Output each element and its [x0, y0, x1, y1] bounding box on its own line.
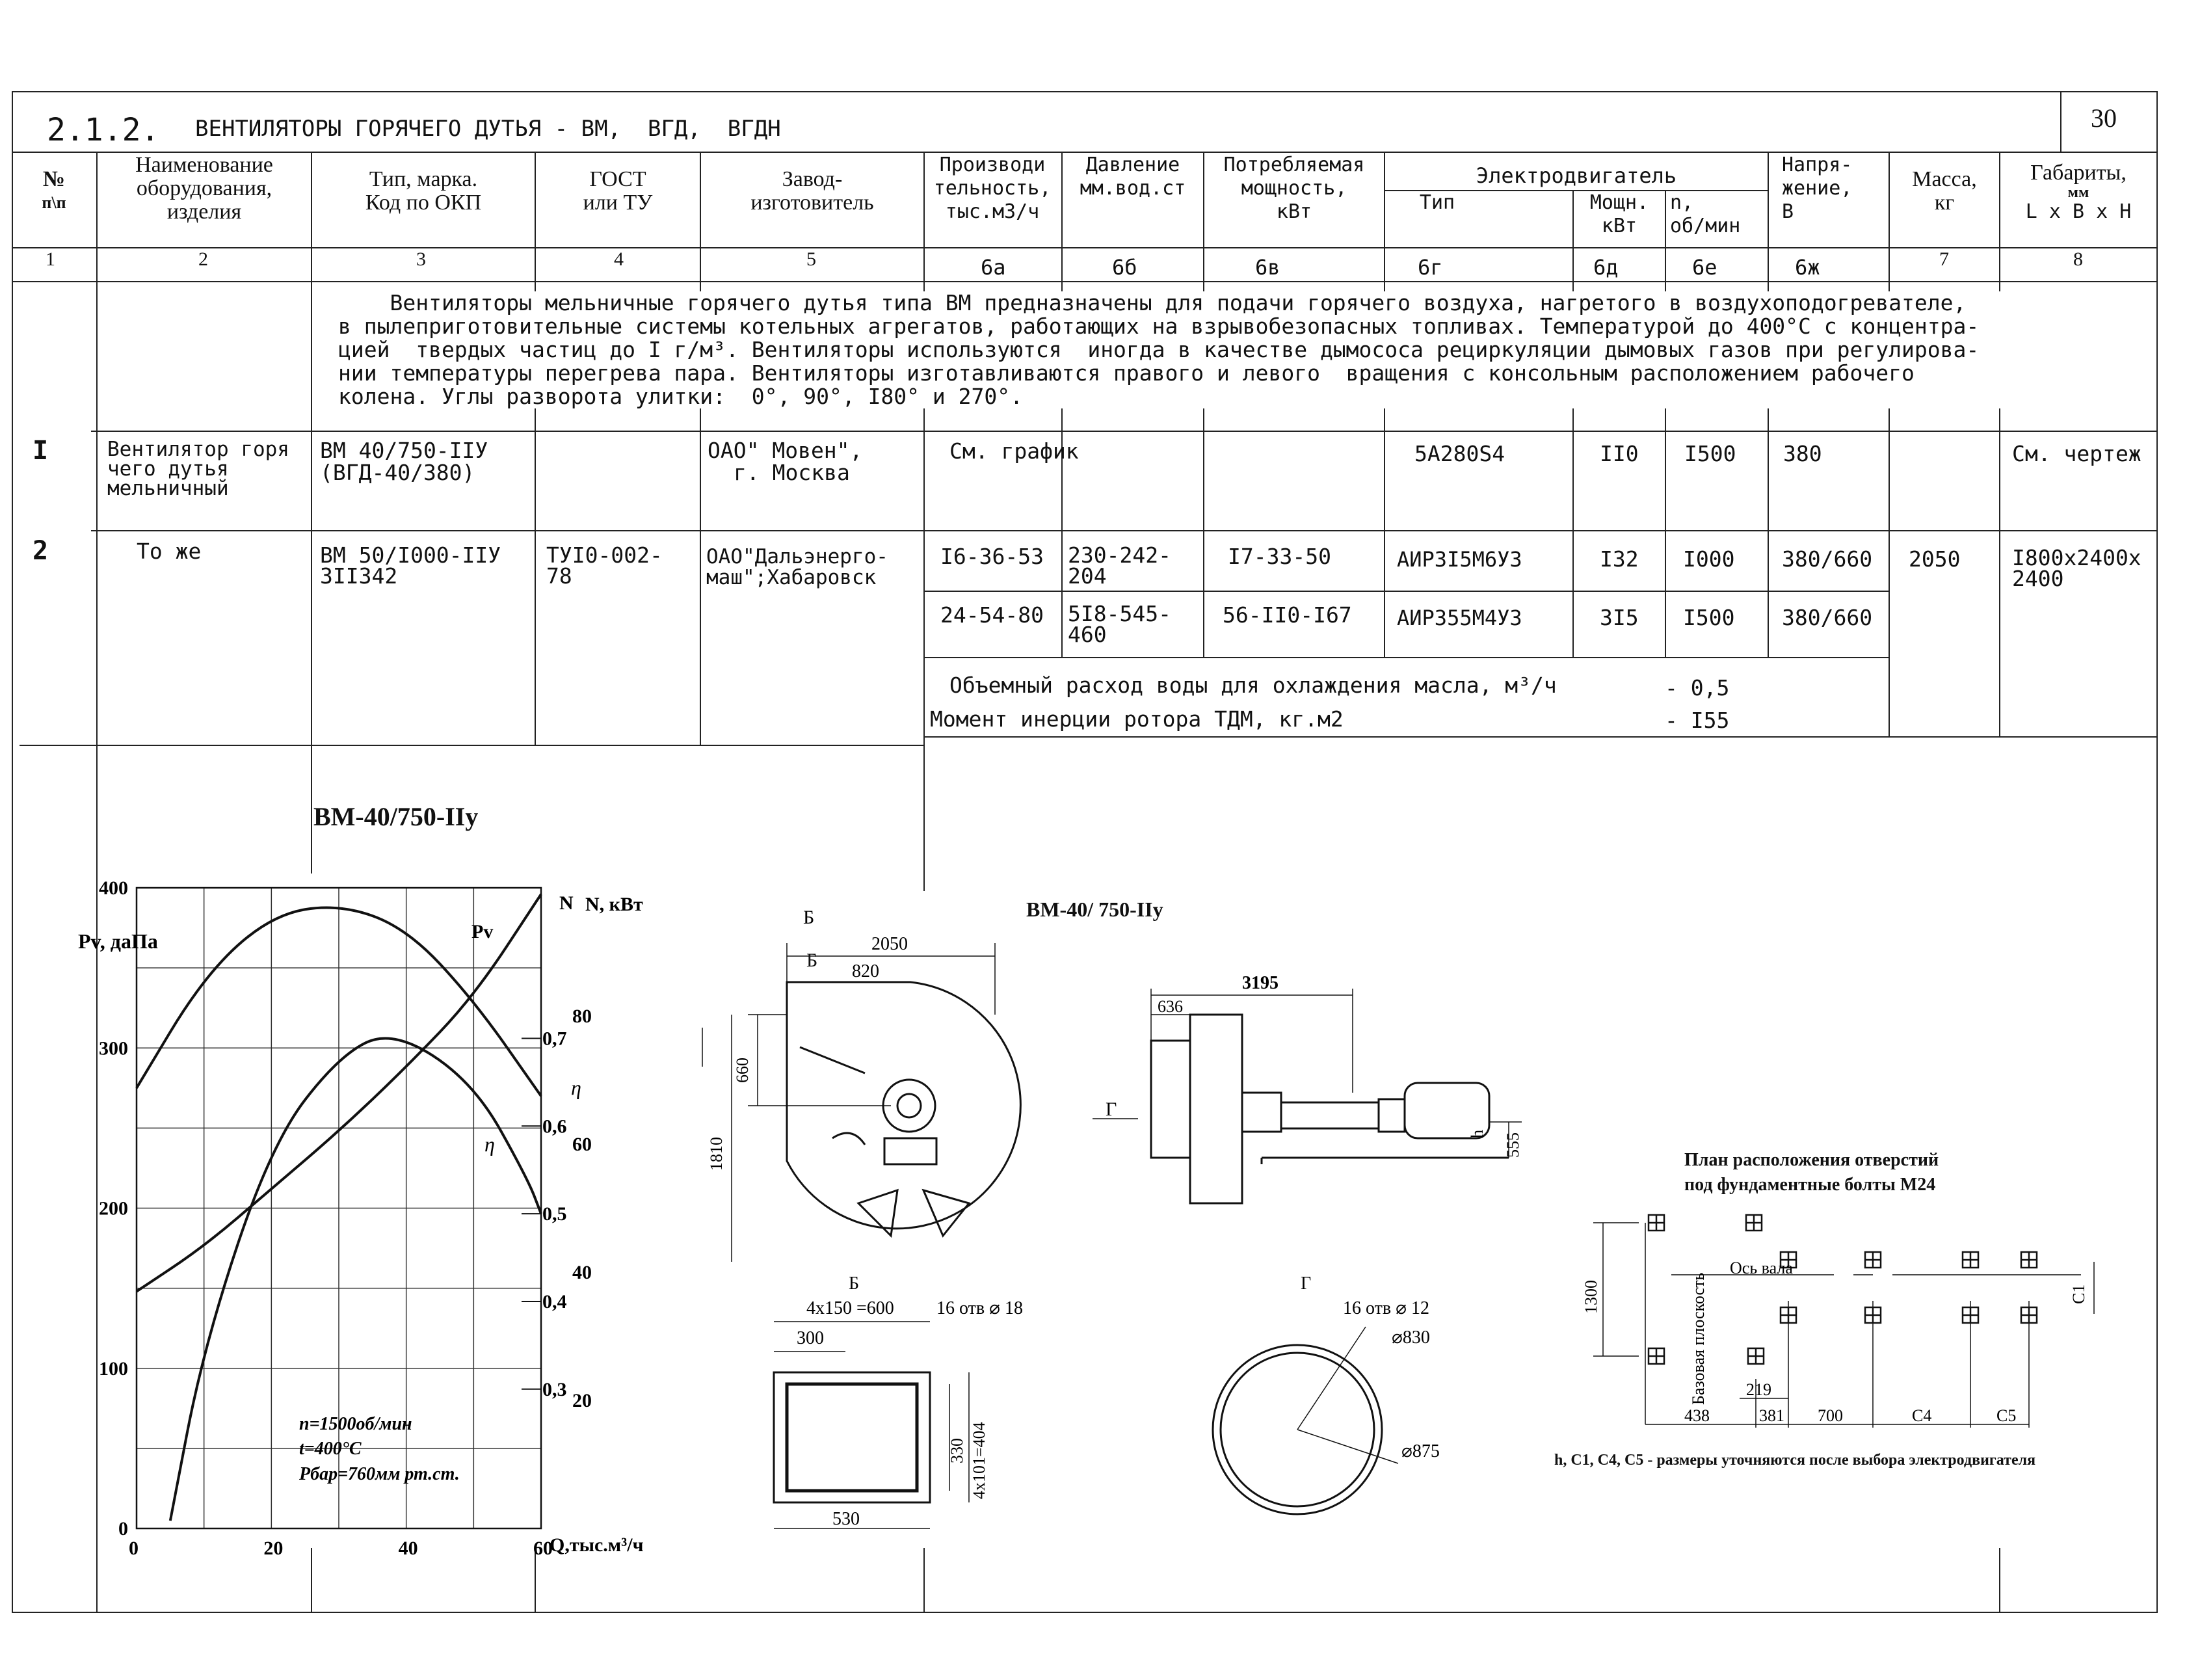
- hdr-power: Потребляемая мощность, кВт: [1223, 153, 1365, 223]
- header-top-line-2: [2060, 152, 2158, 153]
- hdr-dims: Габариты, мм L х В х Н: [2025, 161, 2132, 223]
- y-right-n-tick-20: 20: [572, 1390, 592, 1411]
- row1-perf: См. график: [949, 438, 1079, 464]
- annotation-pressure: Pбар=760мм рт.ст.: [299, 1464, 460, 1484]
- note-inertia-value: - I55: [1665, 708, 1730, 733]
- colnum-6f: 6е: [1692, 255, 1717, 280]
- dim-820: 820: [852, 961, 879, 981]
- label-eta: η: [484, 1132, 495, 1156]
- colnum-bottom-line: [12, 281, 2158, 282]
- page-box-line: [2060, 91, 2061, 153]
- view-b-marker: Б: [806, 950, 818, 971]
- hdr-motor: Электродвигатель: [1476, 163, 1677, 188]
- desc-line-2: в пылеприготовительные системы котельных агрегатов, работающих на взрывобезопасных топливах. Температурой до 400°С с концентра-: [338, 313, 1980, 339]
- colnum-1: 1: [46, 248, 55, 270]
- col-line-5b: [923, 1548, 925, 1612]
- desc-line-1: Вентиляторы мельничные горячего дутья типа ВМ предназначены для подачи горячего воздуха, нагретого в воздухоподогревателе,: [338, 290, 1967, 315]
- col-line-6e: [1665, 190, 1666, 657]
- desc-line-3: цией твердых частиц до I г/м³. Вентиляторы используются иногда в качестве дымососа рециркуляции дымовых газов при регулирова-: [338, 337, 1980, 362]
- row1-motor-power: II0: [1600, 441, 1639, 466]
- row2a-power: I7-33-50: [1228, 544, 1331, 569]
- plan-title: План расположения отверстий под фундаментные болты М24: [1684, 1150, 1939, 1195]
- colnum-6d: 6г: [1418, 255, 1443, 280]
- row1-rpm: I500: [1684, 441, 1736, 466]
- performance-chart: [65, 872, 689, 1561]
- row2b-motor-type: АИР355М4У3: [1397, 606, 1522, 630]
- frame-bottom: [12, 1612, 2158, 1613]
- hdr-voltage: Напря- жение, В: [1782, 153, 1853, 223]
- frame-left: [12, 91, 13, 1613]
- flange-b-dim-530: 530: [832, 1509, 860, 1529]
- flange-g-title: Г: [1301, 1273, 1312, 1294]
- hdr-motor-rpm: n, об/мин: [1670, 191, 1741, 237]
- description: [338, 291, 2153, 408]
- flange-g-holes: 16 отв ⌀ 12: [1343, 1298, 1429, 1318]
- hdr-motor-power: Мощн. кВт: [1589, 191, 1649, 237]
- row2-sub-line: [923, 591, 1889, 592]
- dim-1810: 1810: [707, 1137, 726, 1171]
- fan-side-drawing: [1093, 963, 1522, 1262]
- frame-top: [12, 91, 2158, 92]
- desc-line-4: нии температуры перегрева пара. Вентиляторы изготавливаются правого и левого вращения с консольным расположением рабочего: [338, 360, 1915, 386]
- x-tick-0: 0: [129, 1538, 139, 1559]
- hdr-motor-type: Тип: [1419, 191, 1455, 214]
- y-right-eta-tick-0,6: 0,6: [542, 1115, 567, 1138]
- row1-type: ВМ 40/750-IIУ (ВГД-40/380): [320, 438, 488, 485]
- row2a-cap: I6-36-53: [940, 544, 1044, 569]
- y-left-tick-200: 200: [99, 1197, 128, 1220]
- flange-g-dia875: ⌀875: [1401, 1441, 1440, 1461]
- y-right-eta-tick-0,5: 0,5: [542, 1203, 567, 1225]
- x-tick-20: 20: [263, 1538, 284, 1559]
- header-top-line: [12, 152, 2060, 153]
- drawing-caption: ВМ-40/ 750-IIу: [1026, 898, 1163, 921]
- plan-1300: 1300: [1582, 1280, 1600, 1314]
- col-line-8b: [1999, 1548, 2000, 1612]
- hdr-num: № п\п: [42, 167, 66, 212]
- label-n: N: [559, 892, 574, 914]
- flange-b-holes: 16 отв ⌀ 18: [936, 1298, 1023, 1318]
- row1-maker: ОАО" Мовен", г. Москва: [708, 438, 863, 485]
- row1-motor-type: 5А280S4: [1414, 441, 1505, 466]
- dim-3195: 3195: [1242, 973, 1279, 993]
- y-right-eta-tick-0,3: 0,3: [542, 1378, 567, 1400]
- flange-b-dim-404: 4x101=404: [970, 1422, 988, 1499]
- fan-front-drawing: [702, 907, 1080, 1255]
- hdr-pressure: Давление мм.вод.ст: [1080, 153, 1186, 200]
- flange-g-drawing: [1184, 1268, 1509, 1541]
- annotation-rpm: n=1500об/мин: [299, 1414, 412, 1434]
- plan-base: Базовая плоскость: [1689, 1272, 1708, 1405]
- col-line-2: [311, 152, 312, 873]
- colnum-3: 3: [416, 248, 426, 270]
- row2-num: 2: [33, 536, 49, 566]
- flange-b-dim-300: 300: [797, 1328, 824, 1348]
- chart-annotations: [298, 1414, 460, 1484]
- row1-voltage: 380: [1783, 441, 1822, 466]
- row2b-press: 5I8-545- 460: [1068, 601, 1171, 647]
- row1-dims: См. чертеж: [2012, 441, 2141, 466]
- plan-axis: Ось вала: [1730, 1259, 1793, 1277]
- ylabel-right: N, кВт: [585, 894, 643, 915]
- label-b-arrow: Б: [803, 907, 815, 928]
- page-number: 30: [2091, 103, 2117, 133]
- y-right-eta-tick-0,7: 0,7: [542, 1028, 567, 1050]
- flange-b-dim-600: 4x150 =600: [806, 1298, 894, 1318]
- colnum-5: 5: [806, 248, 816, 270]
- col-line-7: [1889, 152, 1890, 737]
- note-inertia-label: Момент инерции ротора ТДМ, кг.м2: [930, 706, 1344, 732]
- y-left-tick-100: 100: [99, 1357, 128, 1380]
- annotation-temp: t=400°С: [299, 1439, 362, 1459]
- col-line-8: [1999, 152, 2000, 737]
- colnum-6e: 6д: [1593, 255, 1619, 280]
- plan-c1: C1: [2069, 1284, 2088, 1304]
- plan-c5: C5: [1996, 1406, 2017, 1425]
- colnum-6b: 6б: [1112, 255, 1137, 280]
- row2a-voltage: 380/660: [1782, 546, 1873, 572]
- plan-438: 438: [1684, 1406, 1710, 1425]
- label-g-arrow: Г: [1106, 1099, 1117, 1120]
- row2a-press: 230-242- 204: [1068, 542, 1171, 589]
- row2-type: ВМ 50/I000-IIУ 3II342: [320, 542, 501, 589]
- row2b-cap: 24-54-80: [940, 602, 1044, 628]
- colnum-2: 2: [198, 248, 208, 270]
- section-number: 2.1.2.: [47, 112, 160, 148]
- note-water-value: - 0,5: [1665, 675, 1730, 700]
- hdr-name: Наименование оборудования, изделия: [135, 153, 273, 224]
- col-line-5: [923, 152, 925, 891]
- hdr-capacity: Производи тельность, тыс.м3/ч: [933, 153, 1052, 223]
- desc-line-5: колена. Углы разворота улитки: 0°, 90°, I80° и 270°.: [338, 384, 1023, 409]
- row2a-rpm: I000: [1683, 546, 1735, 572]
- colnum-8: 8: [2073, 248, 2083, 270]
- hdr-type: Тип, марка. Код по ОКП: [365, 167, 482, 215]
- row2b-voltage: 380/660: [1782, 605, 1873, 630]
- x-tick-60: 60: [533, 1538, 553, 1559]
- plan-381: 381: [1759, 1406, 1784, 1425]
- figure-caption: ВМ-40/750-IIу: [313, 802, 479, 831]
- col-line-6d: [1572, 190, 1574, 657]
- dim-660: 660: [733, 1058, 752, 1083]
- x-tick-40: 40: [398, 1538, 418, 1559]
- dim-h: h: [1468, 1130, 1487, 1138]
- foundation-plan: [1574, 1197, 2107, 1444]
- row2b-rpm: I500: [1683, 605, 1735, 630]
- plan-c4: C4: [1912, 1406, 1932, 1425]
- row2-mass: 2050: [1909, 546, 1961, 572]
- y-right-eta-tick-0,4: 0,4: [542, 1290, 567, 1313]
- dim-555: 555: [1504, 1132, 1522, 1158]
- row1-name: Вентилятор горя чего дутья мельничный: [107, 438, 289, 500]
- col-line-4: [700, 152, 701, 745]
- y-right-n-tick-80: 80: [572, 1006, 592, 1027]
- flange-b-dim-330: 330: [948, 1438, 966, 1463]
- y-right-n-tick-60: 60: [572, 1134, 592, 1155]
- row2b-motor-power: 3I5: [1600, 605, 1639, 630]
- flange-b-drawing: [761, 1268, 1073, 1541]
- notes-bottom-line: [923, 736, 2156, 738]
- plan-note: h, C1, C4, C5 - размеры уточняются после выбора электродвигателя: [1554, 1452, 2036, 1469]
- desc-bottom-line: [91, 431, 2156, 432]
- row2-dims: I800x2400x 2400: [2012, 545, 2141, 591]
- y-left-tick-400: 400: [99, 877, 128, 899]
- label-eta-2: η: [571, 1076, 581, 1099]
- ylabel-left: Pv, даПа: [78, 929, 158, 953]
- note-water-label: Объемный расход воды для охлаждения масла, м³/ч: [949, 673, 1557, 698]
- header-bottom-line: [12, 247, 2158, 248]
- hdr-mass: Масса, кг: [1912, 167, 1977, 215]
- hdr-maker: Завод- изготовитель: [750, 167, 874, 215]
- row2b-power: 56-II0-I67: [1223, 602, 1352, 628]
- frame-right: [2156, 91, 2158, 1613]
- row2-bottom-line: [20, 745, 923, 746]
- hdr-gost: ГОСТ или ТУ: [583, 167, 653, 215]
- y-left-tick-300: 300: [99, 1037, 128, 1060]
- y-left-tick-0: 0: [118, 1518, 128, 1540]
- row2a-motor-power: I32: [1600, 546, 1639, 572]
- row2-name: То же: [137, 539, 202, 564]
- row2a-motor-type: АИР3I5М6У3: [1397, 547, 1522, 572]
- colnum-7: 7: [1939, 248, 1949, 270]
- row1-bottom-line: [91, 530, 2156, 531]
- colnum-4: 4: [614, 248, 624, 270]
- row2-gost: ТУI0-002- 78: [546, 542, 663, 589]
- y-right-n-tick-40: 40: [572, 1262, 592, 1283]
- row1-num: I: [33, 436, 49, 466]
- row2-maker: ОАО"Дальэнерго- маш";Хабаровск: [706, 545, 888, 589]
- col-line-3: [535, 152, 536, 745]
- flange-g-dia830: ⌀830: [1392, 1327, 1430, 1348]
- dim-2050: 2050: [871, 934, 908, 954]
- xlabel: Q,тыс.м³/ч: [550, 1534, 644, 1556]
- colnum-6g: 6ж: [1795, 255, 1820, 280]
- colnum-6a: 6а: [981, 255, 1006, 280]
- plan-700: 700: [1818, 1406, 1843, 1425]
- dim-636: 636: [1158, 997, 1183, 1016]
- colnum-6c: 6в: [1255, 255, 1280, 280]
- label-pv: Pv: [471, 921, 494, 942]
- row2-sub-bottom: [923, 657, 1889, 658]
- plan-219: 219: [1746, 1380, 1771, 1399]
- section-title: ВЕНТИЛЯТОРЫ ГОРЯЧЕГО ДУТЬЯ - ВМ, ВГД, ВГДН: [195, 116, 781, 142]
- flange-b-title: Б: [849, 1273, 860, 1294]
